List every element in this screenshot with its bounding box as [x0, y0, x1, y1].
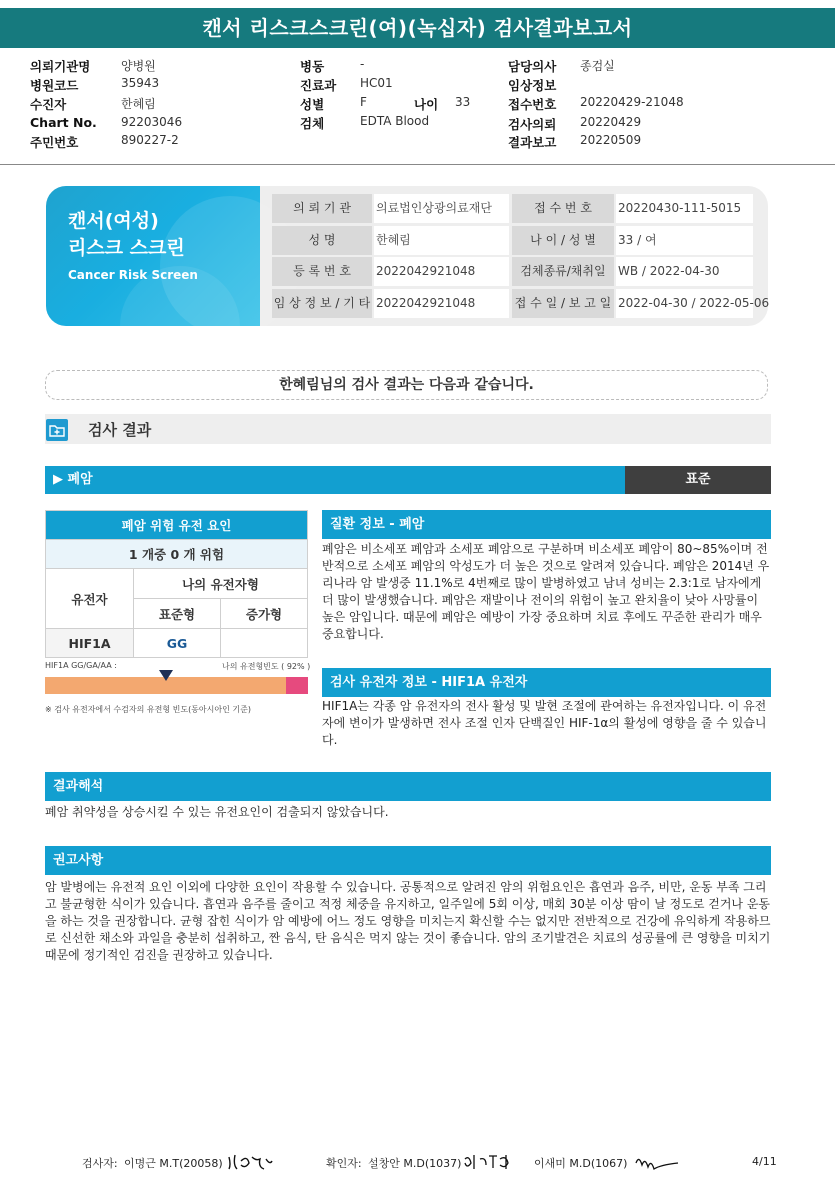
status-badge: 표준: [625, 466, 771, 494]
meta-value: 33: [455, 95, 471, 109]
meta-value: 35943: [121, 76, 160, 90]
gene-header: 유전자: [46, 569, 134, 629]
meta-value: 한혜림: [121, 97, 156, 111]
meta-label: 병원코드: [30, 78, 79, 93]
meta-value: F: [360, 95, 367, 109]
report-meta: [0, 54, 835, 164]
freq-right-label: 나의 유전형빈도 ( 92% ): [222, 662, 311, 671]
frequency-marker-icon: [159, 670, 173, 681]
section-header: [45, 414, 771, 444]
info-value: WB / 2022-04-30: [616, 257, 753, 286]
confirmer-name: 이새미 M.D(1067): [534, 1157, 628, 1170]
meta-label: 접수번호: [508, 97, 557, 112]
meta-label: 진료과: [300, 78, 337, 93]
info-value: 의료법인상광의료재단: [374, 194, 509, 223]
divider: [0, 164, 835, 165]
meta-label: 임상정보: [508, 78, 557, 93]
meta-label: 병동: [300, 59, 325, 74]
increased-genotype: [221, 629, 308, 658]
result-intro: 한혜림님의 검사 결과는 다음과 같습니다.: [45, 370, 768, 400]
signature-icon: [634, 1151, 680, 1171]
frequency-bar-risk: [286, 677, 308, 694]
info-label: 접 수 일 / 보 고 일: [512, 289, 614, 318]
gene-table-title: 폐암 위험 유전 요인: [46, 511, 308, 540]
gene-info-text: HIF1A는 각종 암 유전자의 전사 활성 및 발현 조절에 관여하는 유전자입니다. 이 유전자에 변이가 발생하면 전사 조절 인자 단백질인 HIF-1α의 활성에 영향을 줄 수 있습니다.: [322, 699, 767, 747]
freq-note: ※ 검사 유전자에서 수검자의 유전형 빈도(동아시아인 기준): [45, 705, 251, 714]
meta-value: 20220509: [580, 133, 642, 147]
disease-info-text: 폐암은 비소세포 폐암과 소세포 폐암으로 구분하며 비소세포 폐암이 80~85%이며 전반적으로 소세포 폐암의 악성도가 더 높은 것으로 알려져 있습니다. 폐암은 2014년 우리나라 암 발생중 11.1%로 4번째로 많이 발병하였고 남녀 성비는 2.3:1로 남자에게 더 많이 발생했습니다. 폐암은 재발이나 전이의 위험이 높고 완치율이 낮아 사망률이 높은 암입니다. 때문에 폐암은 예방이 가장 중요하며 치료 후에도 꾸준한 관리가 매우 중요합니다.: [322, 542, 770, 641]
meta-label: Chart No.: [30, 115, 97, 130]
banner-title: 리스크 스크린: [68, 237, 185, 259]
meta-label: 주민번호: [30, 135, 79, 150]
meta-value: HC01: [360, 76, 393, 90]
signature-footer: [0, 1151, 835, 1175]
meta-label: 결과보고: [508, 135, 557, 150]
meta-value: 20220429: [580, 115, 642, 129]
info-label: 의 뢰 기 관: [272, 194, 372, 223]
meta-label: 검체: [300, 116, 325, 131]
info-label: 임 상 정 보 / 기 타: [272, 289, 372, 318]
page-number: 4/11: [752, 1155, 777, 1168]
info-value: 한혜림: [374, 226, 509, 255]
meta-label: 담당의사: [508, 59, 557, 74]
meta-value: 종검실: [580, 59, 615, 73]
info-label: 등 록 번 호: [272, 257, 372, 286]
confirmer-name: 설창안 M.D(1037): [368, 1157, 462, 1170]
product-banner: [46, 186, 260, 326]
signature-icon: [226, 1151, 274, 1173]
section-title: 검사 결과: [88, 421, 152, 439]
meta-label: 성별: [300, 97, 325, 112]
meta-label: 수진자: [30, 97, 67, 112]
banner-subtitle: Cancer Risk Screen: [68, 268, 198, 282]
risk-count-text: 1 개중 0 개 위험: [128, 547, 225, 562]
info-label: 접 수 번 호: [512, 194, 614, 223]
info-value: 2022042921048: [374, 289, 509, 318]
info-value: 2022042921048: [374, 257, 509, 286]
recommendation-title: 권고사항: [45, 846, 771, 875]
confirm-label: 확인자:: [326, 1157, 362, 1170]
meta-value: -: [360, 57, 365, 71]
genotype-header: 나의 유전자형: [134, 569, 308, 599]
interpretation-text: 폐암 취약성을 상승시킬 수 있는 유전요인이 검출되지 않았습니다.: [45, 805, 389, 819]
report-title: 캔서 리스크스크린(여)(녹십자) 검사결과보고서: [0, 8, 835, 48]
info-value: 2022-04-30 / 2022-05-06: [616, 289, 753, 318]
info-label: 검체종류/채취일: [512, 257, 614, 286]
decorative-circle: [120, 266, 240, 386]
info-value: 20220430-111-5015: [616, 194, 753, 223]
meta-label: 의뢰기관명: [30, 59, 91, 74]
meta-value: EDTA Blood: [360, 114, 430, 128]
gene-name: HIF1A: [46, 629, 134, 658]
increased-header: 증가형: [221, 599, 308, 629]
standard-header: 표준형: [134, 599, 221, 629]
freq-left-label: HIF1A GG/GA/AA :: [45, 661, 117, 670]
frequency-bar: [45, 677, 308, 694]
meta-label: 검사의뢰: [508, 117, 557, 132]
disease-info-title: 질환 정보 - 폐암: [322, 510, 771, 539]
interpretation-title: 결과해석: [45, 772, 771, 801]
tester-label: 검사자:: [82, 1157, 118, 1170]
folder-plus-icon: [46, 419, 68, 441]
gene-table: [45, 510, 308, 658]
recommendation-text: 암 발병에는 유전적 요인 이외에 다양한 요인이 작용할 수 있습니다. 공통적으로 알려진 암의 위험요인은 흡연과 음주, 비만, 운동 부족 그리고 불균형한 식이가 있습니다. 흡연과 음주를 줄이고 적정 체중을 유지하고, 일주일에 5회 이상, 매회 30분 이상 땀이 날 정도로 걷거나 운동을 하는 것을 권장합니다. 균형 잡힌 식이가 암 예방에 어느 정도 영향을 미치는지 확신할 수는 없지만 전반적으로 건강에 유익하게 작용하므로 신선한 채소와 과일을 충분히 섭취하고, 짠 음식, 탄 음식은 먹지 않는 것이 좋습니다. 암의 조기발견은 치료의 성공률에 큰 영향을 미치기 때문에 정기적인 검진을 권장하고 있습니다.: [45, 880, 771, 962]
info-label: 나 이 / 성 별: [512, 226, 614, 255]
info-value: 33 / 여: [616, 226, 753, 255]
meta-value: 20220429-21048: [580, 95, 684, 109]
banner-title: 캔서(여성): [68, 210, 159, 232]
gene-info-title: 검사 유전자 정보 - HIF1A 유전자: [322, 668, 771, 697]
signature-icon: [462, 1151, 512, 1173]
meta-label: 나이: [414, 97, 439, 112]
cancer-category: ▶ 폐암: [45, 466, 625, 494]
meta-value: 92203046: [121, 115, 183, 129]
tester-name: 이명근 M.T(20058): [124, 1157, 223, 1170]
info-label: 성 명: [272, 226, 372, 255]
meta-value: 890227-2: [121, 133, 179, 147]
risk-count: [46, 540, 308, 569]
meta-value: 양병원: [121, 59, 156, 73]
standard-genotype: GG: [134, 629, 221, 658]
